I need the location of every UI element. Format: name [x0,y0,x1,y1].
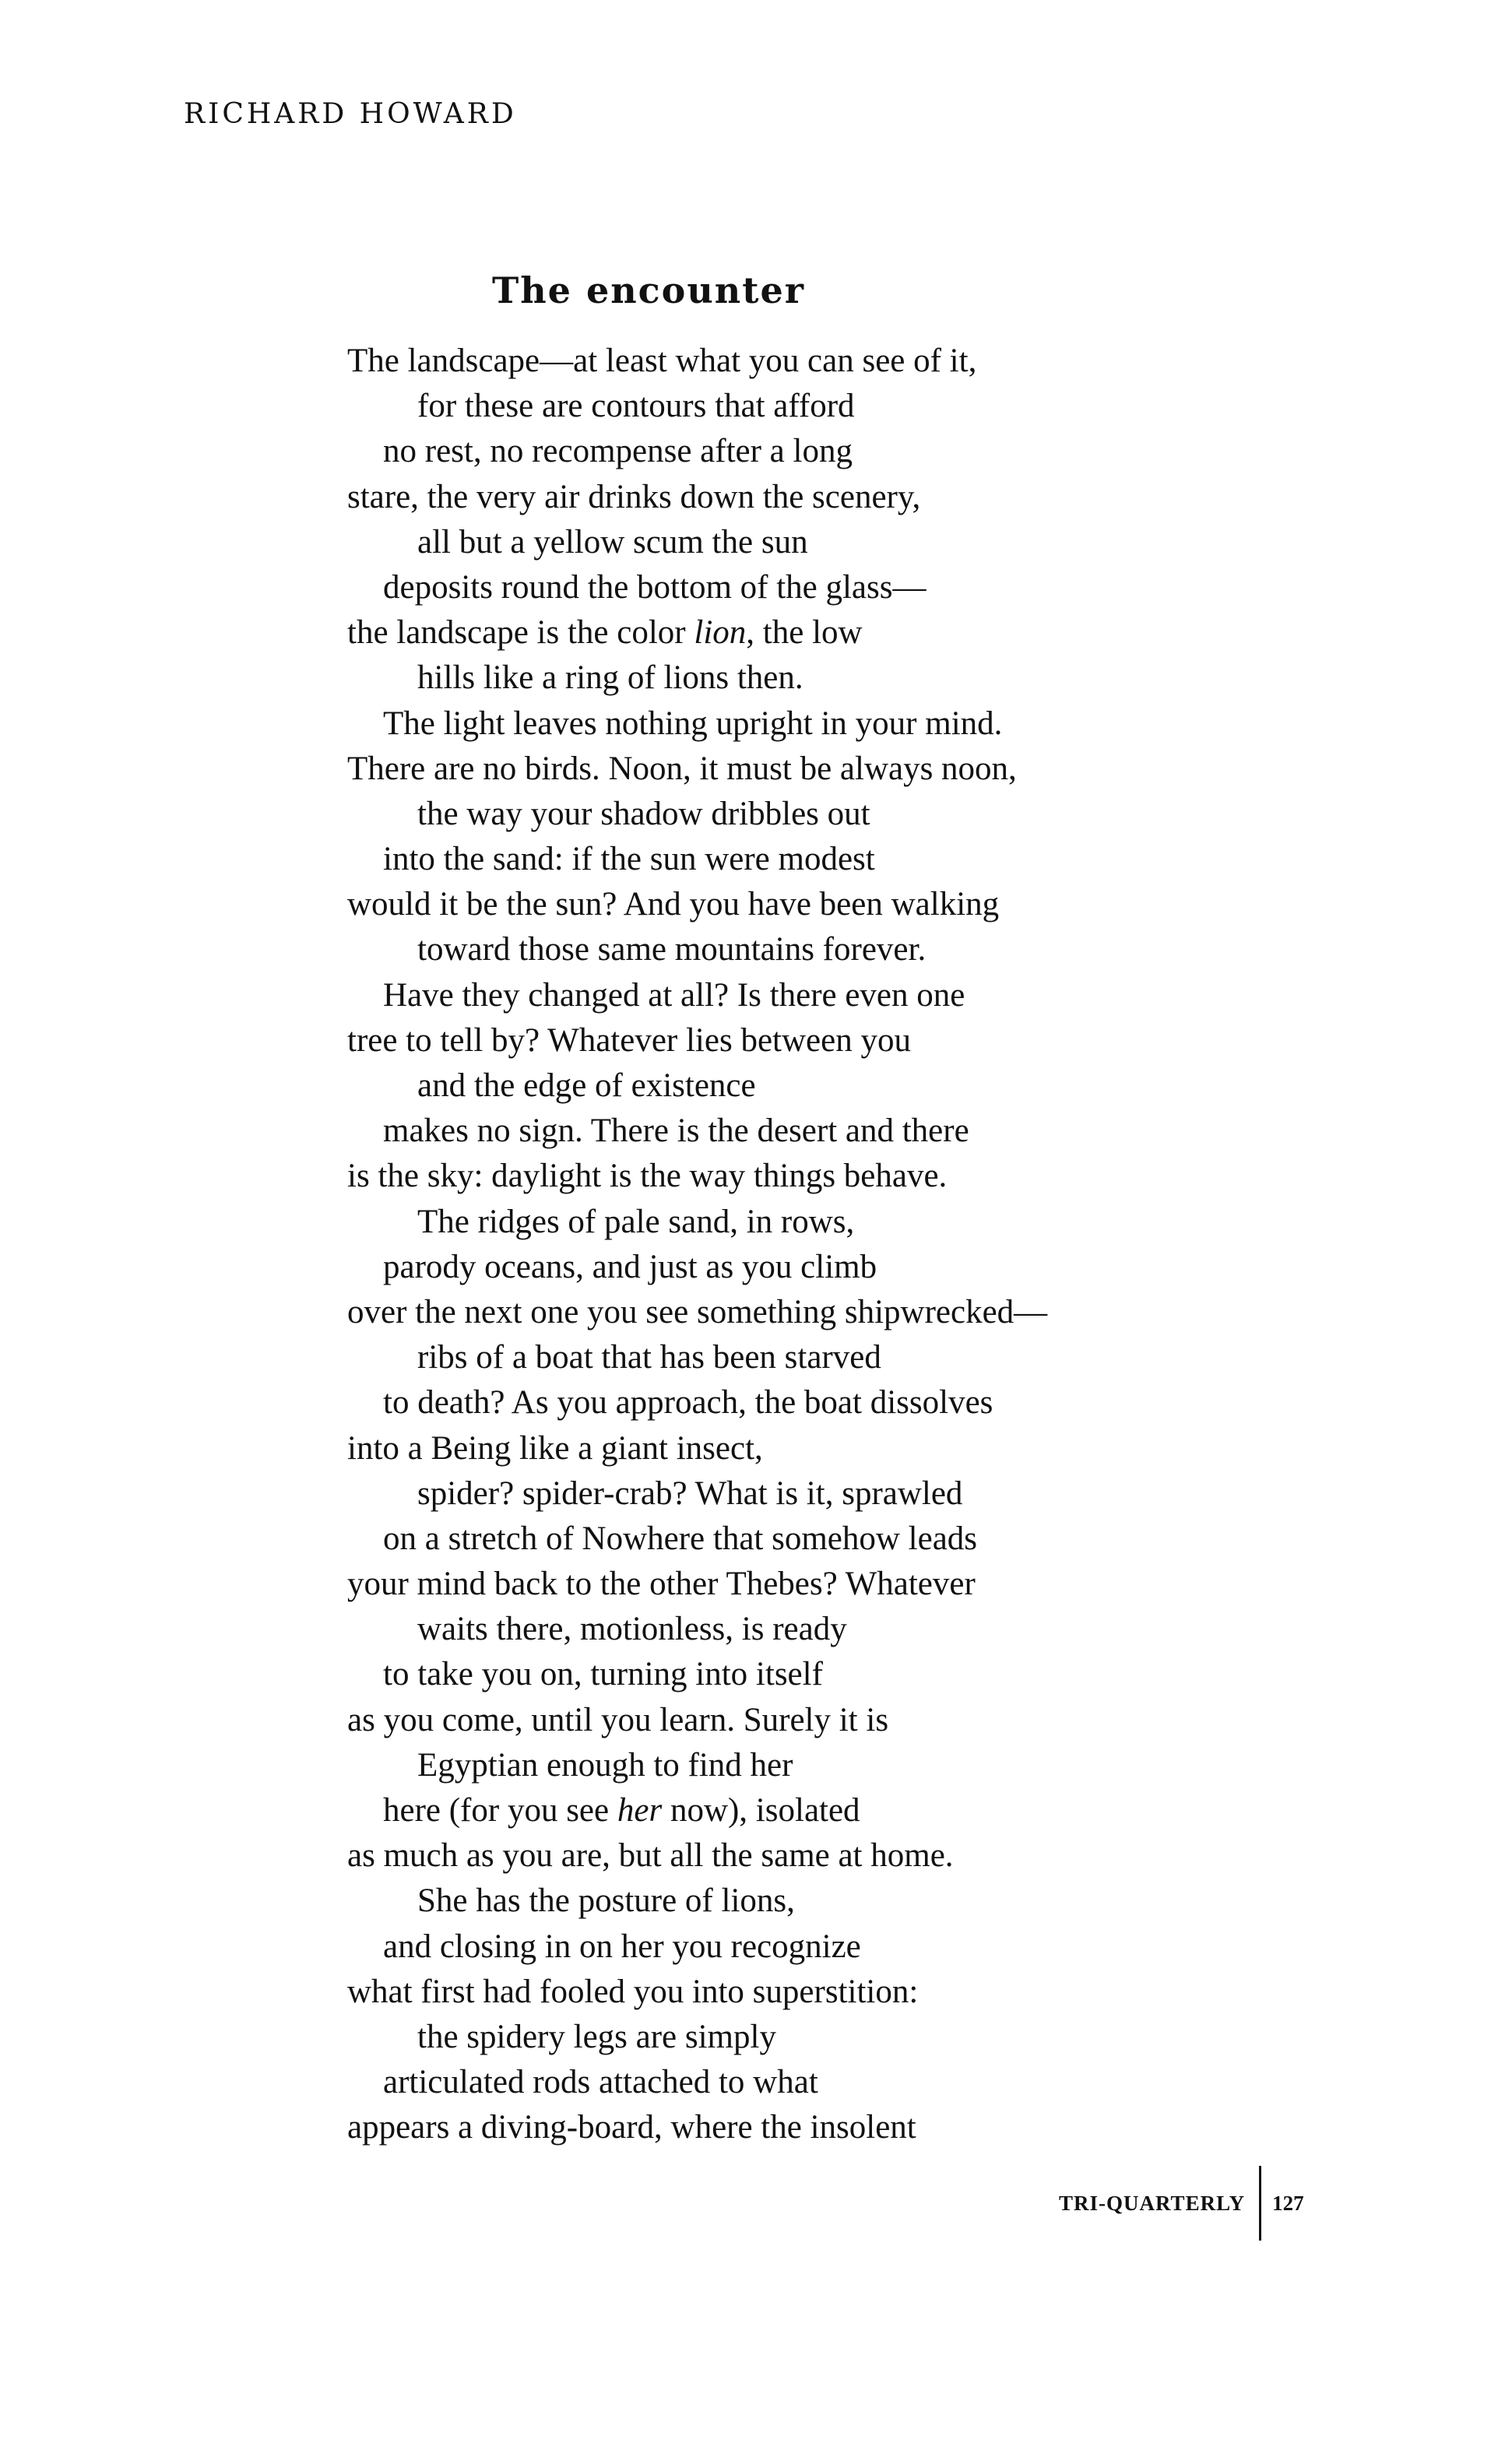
poem-line [347,1517,1204,1562]
poem-title: The encounter [492,269,805,311]
poem-line-italic: her [617,1792,663,1829]
poem-line-text: as much as you are, but all the same at home. [347,1837,954,1875]
poem-line [347,1245,1204,1290]
poem-line [347,384,1204,429]
poem-line [347,1018,1204,1063]
poem-line-text: tree to tell by? Whatever lies between you [347,1021,911,1059]
poem-line-text: toward those same mountains forever. [417,931,927,968]
poem-line [347,656,1204,701]
poem-line-text: here (for you see [383,1792,617,1829]
poem-line-text: Egyptian enough to find her [417,1746,793,1784]
poem-line [347,1607,1204,1652]
poem-line-text: the way your shadow dribbles out [417,795,870,832]
poem-line [347,1652,1204,1697]
poem-line-text: into a Being like a giant insect, [347,1429,763,1467]
poem-line-text: the spidery legs are simply [417,2018,776,2055]
page-number: 127 [1272,2191,1304,2215]
poem-line [347,1788,1204,1833]
poem-line-text: on a stretch of Nowhere that somehow leads [383,1520,978,1557]
poem-line [347,747,1204,792]
poem-line-text-after: now), isolated [662,1792,860,1829]
poem-line-text: and the edge of existence [417,1067,756,1104]
poem-line [347,565,1204,610]
poem-line-text: would it be the sun? And you have been walking [347,886,1000,923]
poem-line-text: ribs of a boat that has been starved [417,1339,881,1376]
poem-line [347,1109,1204,1154]
poem-line [347,1290,1204,1335]
poem-line-text: for these are contours that afford [417,388,855,425]
poem-line-text: waits there, motionless, is ready [417,1611,847,1648]
poem-line-text: and closing in on her you recognize [383,1928,861,1965]
poem-line [347,1743,1204,1788]
poem-line [347,1426,1204,1471]
poem-line-text: to death? As you approach, the boat dissolves [383,1384,993,1422]
poem-line [347,610,1204,656]
poem-line-text: makes no sign. There is the desert and there [383,1112,969,1150]
poem-line [347,1879,1204,1924]
poem-line [347,1970,1204,2015]
poem-line [347,1063,1204,1109]
poem-line-text: The landscape—at least what you can see of it, [347,343,977,379]
poem-line-text: is the sky: daylight is the way things behave. [347,1158,948,1195]
poem-line-text: hills like a ring of lions then. [417,659,803,697]
poem-line-text: into the sand: if the sun were modest [383,841,875,878]
poem-line [347,1335,1204,1380]
footer-divider [1259,2166,1261,2241]
poem-line [347,1924,1204,1970]
poem-line [347,792,1204,837]
poem-line-text: deposits round the bottom of the glass— [383,568,927,606]
poem-line-text: what first had fooled you into superstition: [347,1973,919,2010]
poem-line-text: appears a diving-board, where the insolent [347,2109,916,2146]
poem-line-text: parody oceans, and just as you climb [383,1248,877,1285]
poem-line [347,1833,1204,1879]
poem-line [347,701,1204,747]
poem-line-text: the landscape is the color [347,614,694,652]
poem-line [347,837,1204,882]
poem-line [347,339,1204,384]
poem-line [347,973,1204,1018]
poem-line-text: There are no birds. Noon, it must be always noon, [347,750,1017,787]
poem-line [347,2105,1204,2150]
poem-line-italic: lion [694,614,747,652]
poem-line [347,475,1204,520]
poem-line-text: stare, the very air drinks down the scenery, [347,478,921,515]
poem-line-text: The light leaves nothing upright in your mind. [383,705,1003,742]
poem-line [347,1200,1204,1245]
poem-line-text: The ridges of pale sand, in rows, [417,1203,855,1240]
poem-line-text: She has the posture of lions, [417,1882,795,1920]
running-head-author: RICHARD HOWARD [184,98,517,130]
poem-line-text: over the next one you see something shipwrecked— [347,1293,1048,1330]
poem-line-text-after: , the low [746,614,863,652]
poem-line [347,1471,1204,1517]
poem-line [347,2015,1204,2060]
poem-line [347,927,1204,972]
page-footer [1059,2166,1304,2241]
poem-line-text: as you come, until you learn. Surely it is [347,1701,889,1738]
poem-line-text: spider? spider-crab? What is it, sprawled [417,1475,963,1512]
poem-line [347,1380,1204,1425]
poem-body [347,339,1204,2151]
poem-line [347,2060,1204,2105]
poem-line [347,1698,1204,1743]
poem-line-text: Have they changed at all? Is there even one [383,976,965,1014]
poem-line-text: to take you on, turning into itself [383,1656,823,1693]
poem-line-text: no rest, no recompense after a long [383,433,853,470]
poem-line-text: your mind back to the other Thebes? Whatever [347,1566,976,1603]
poem-line [347,1562,1204,1607]
journal-name: TRI-QUARTERLY [1059,2191,1246,2215]
poem-line [347,1154,1204,1199]
poem-line [347,520,1204,565]
poem-line-text: articulated rods attached to what [383,2064,818,2101]
poem-line [347,882,1204,927]
poem-line-text: all but a yellow scum the sun [417,523,808,561]
poem-line [347,429,1204,474]
